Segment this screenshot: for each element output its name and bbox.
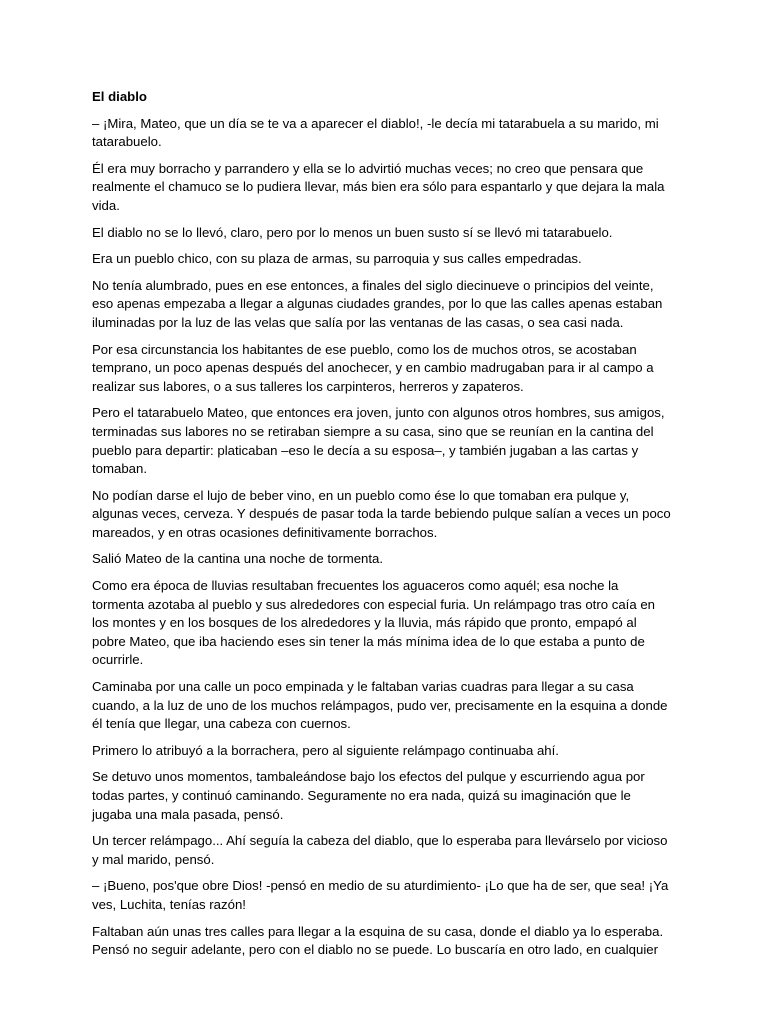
paragraph-6: Por esa circunstancia los habitantes de ese pueblo, como los de muchos otros, se acostaban temprano, un poco apenas después del anochecer, y en cambio madrugaban para ir al campo a realizar sus labores, o a sus talleres los carpinteros, herreros y zapateros. (92, 341, 654, 394)
paragraph-2: Él era muy borracho y parrandero y ella se lo advirtió muchas veces; no creo que pensara que realmente el chamuco se lo pudiera llevar, más bien era sólo para espantarlo y que dejara la mala vida. (92, 160, 665, 213)
paragraph-11: Caminaba por una calle un poco empinada y le faltaban varias cuadras para llegar a su casa cuando, a la luz de uno de los muchos relámpagos, pudo ver, precisamente en la esquina a donde él tenía que llegar, una cabeza con cuernos. (92, 679, 668, 732)
paragraph-5: No tenía alumbrado, pues en ese entonces, a finales del siglo diecinueve o principios del veinte, eso apenas empezaba a llegar a algunas ciudades grandes, por lo que las calles apenas estaban iluminadas por la luz de las velas que salía por las ventanas de las casas, o sea casi nada. (92, 277, 663, 330)
paragraph-12: Primero lo atribuyó a la borrachera, pero al siguiente relámpago continuaba ahí. (92, 742, 559, 758)
paragraph-16: Faltaban aún unas tres calles para llegar a la esquina de su casa, donde el diablo ya lo esperaba. Pensó no seguir adelante, pero con el diablo no se puede. Lo buscaría en otro lado, en cualquier (92, 923, 664, 958)
paragraph-7: Pero el tatarabuelo Mateo, que entonces era joven, junto con algunos otros hombres, sus amigos, terminadas sus labores no se retiraban siempre a su casa, sino que se reunían en la cantina del pueblo para departir: platicaban –eso le decía a su esposa–, y también jugaban a las cartas y tomaban. (92, 405, 665, 477)
paragraph-10: Como era época de lluvias resultaban frecuentes los aguaceros como aquél; esa noche la tormenta azotaba al pueblo y sus alrededores con especial furia. Un relámpago tras otro caía en los montes y en los bosques de los alrededores y la lluvia, más rápido que pronto, empapó al pobre Mateo, que iba haciendo eses sin tener la más mínima idea de lo que estaba a punto de ocurrirle. (92, 578, 655, 668)
paragraph-4: Era un pueblo chico, con su plaza de armas, su parroquia y sus calles empedradas. (92, 251, 582, 267)
paragraph-8: No podían darse el lujo de beber vino, en un pueblo como ése lo que tomaban era pulque y, algunas veces, cerveza. Y después de pasar toda la tarde bebiendo pulque salían a veces un poco mareados, y en otras ocasiones definitivamente borrachos. (92, 487, 671, 540)
paragraph-3: El diablo no se lo llevó, claro, pero por lo menos un buen susto sí se llevó mi tatarabuelo. (92, 224, 613, 240)
document-title: El diablo (92, 89, 147, 104)
paragraph-15: – ¡Bueno, pos'que obre Dios! -pensó en medio de su aturdimiento- ¡Lo que ha de ser, que sea! ¡Ya ves, Luchita, tenías razón! (92, 878, 669, 912)
paragraph-9: Salió Mateo de la cantina una noche de tormenta. (92, 551, 384, 567)
paragraph-1: – ¡Mira, Mateo, que un día se te va a aparecer el diablo!, -le decía mi tatarabuela a su marido, mi tatarabuelo. (92, 115, 659, 150)
paragraph-14: Un tercer relámpago... Ahí seguía la cabeza del diablo, que lo esperaba para llevárselo por vicioso y mal marido, pensó. (92, 833, 668, 867)
paragraph-13: Se detuvo unos momentos, tambaleándose bajo los efectos del pulque y escurriendo agua por todas partes, y continuó caminando. Seguramente no era nada, quizá su imaginación que le jugaba una mala pasada, pensó. (92, 769, 645, 822)
document-body (92, 88, 672, 968)
